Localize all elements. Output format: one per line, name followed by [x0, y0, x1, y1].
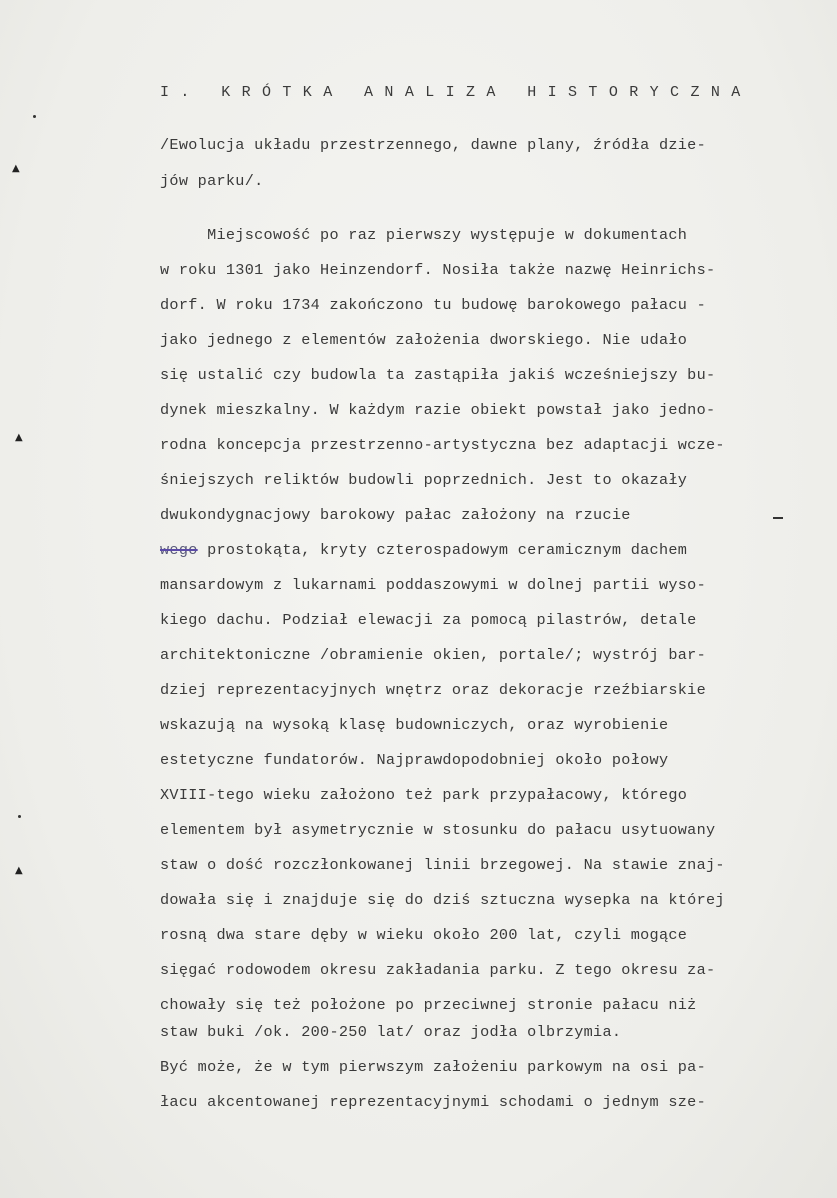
text-line: wskazują na wysoką klasę budowniczych, oraz wyrobienie — [160, 716, 669, 734]
text-line-rest: prostokąta, kryty czterospadowym ceramicznym dachem — [197, 541, 688, 559]
text-line: dorf. W roku 1734 zakończono tu budowę barokowego pałacu - — [160, 296, 707, 314]
text-line: Miejscowość po raz pierwszy występuje w dokumentach — [160, 226, 688, 244]
document-heading: I. KRÓTKA ANALIZA HISTORYCZNA — [160, 84, 752, 101]
text-line: jako jednego z elementów założenia dworskiego. Nie udało — [160, 331, 688, 349]
text-line: w roku 1301 jako Heinzendorf. Nosiła także nazwę Heinrichs- — [160, 261, 716, 279]
text-line: staw o dość rozczłonkowanej linii brzegowej. Na stawie znaj- — [160, 856, 725, 874]
text-line: śniejszych reliktów budowli poprzednich. Jest to okazały — [160, 471, 688, 489]
margin-mark: ▲ — [15, 432, 23, 443]
subtitle-line: jów parku/. — [160, 172, 264, 190]
text-line: chowały się też położone po przeciwnej stronie pałacu niż — [160, 996, 697, 1014]
margin-dot — [33, 115, 36, 118]
text-line: Być może, że w tym pierwszym założeniu parkowym na osi pa- — [160, 1058, 707, 1076]
text-line: dynek mieszkalny. W każdym razie obiekt powstał jako jedno- — [160, 401, 716, 419]
text-line: rodna koncepcja przestrzenno-artystyczna bez adaptacji wcze- — [160, 436, 725, 454]
margin-dash — [773, 517, 783, 519]
text-line: dowała się i znajduje się do dziś sztuczna wysepka na której — [160, 891, 725, 909]
margin-mark: ▲ — [12, 163, 20, 174]
text-line: kiego dachu. Podział elewacji za pomocą pilastrów, detale — [160, 611, 697, 629]
text-line: dwukondygnacjowy barokowy pałac założony na rzucie — [160, 506, 631, 524]
text-line: staw buki /ok. 200-250 lat/ oraz jodła olbrzymia. — [160, 1023, 622, 1041]
text-line-with-strikeout — [160, 541, 687, 559]
margin-mark: ▲ — [15, 865, 23, 876]
text-line: elementem był asymetrycznie w stosunku do pałacu usytuowany — [160, 821, 716, 839]
text-line: mansardowym z lukarnami poddaszowymi w dolnej partii wyso- — [160, 576, 707, 594]
struck-out-word: wego — [160, 541, 198, 559]
subtitle-line: /Ewolucja układu przestrzennego, dawne plany, źródła dzie- — [160, 136, 707, 154]
text-line: estetyczne fundatorów. Najprawdopodobniej około połowy — [160, 751, 669, 769]
margin-dot — [18, 815, 21, 818]
text-line: rosną dwa stare dęby w wieku około 200 lat, czyli mogące — [160, 926, 688, 944]
text-line: XVIII-tego wieku założono też park przypałacowy, którego — [160, 786, 688, 804]
text-line: architektoniczne /obramienie okien, portale/; wystrój bar- — [160, 646, 707, 664]
text-line: sięgać rodowodem okresu zakładania parku. Z tego okresu za- — [160, 961, 716, 979]
text-line: dziej reprezentacyjnych wnętrz oraz dekoracje rzeźbiarskie — [160, 681, 707, 699]
text-line: łacu akcentowanej reprezentacyjnymi schodami o jednym sze- — [160, 1093, 707, 1111]
text-line: się ustalić czy budowla ta zastąpiła jakiś wcześniejszy bu- — [160, 366, 716, 384]
